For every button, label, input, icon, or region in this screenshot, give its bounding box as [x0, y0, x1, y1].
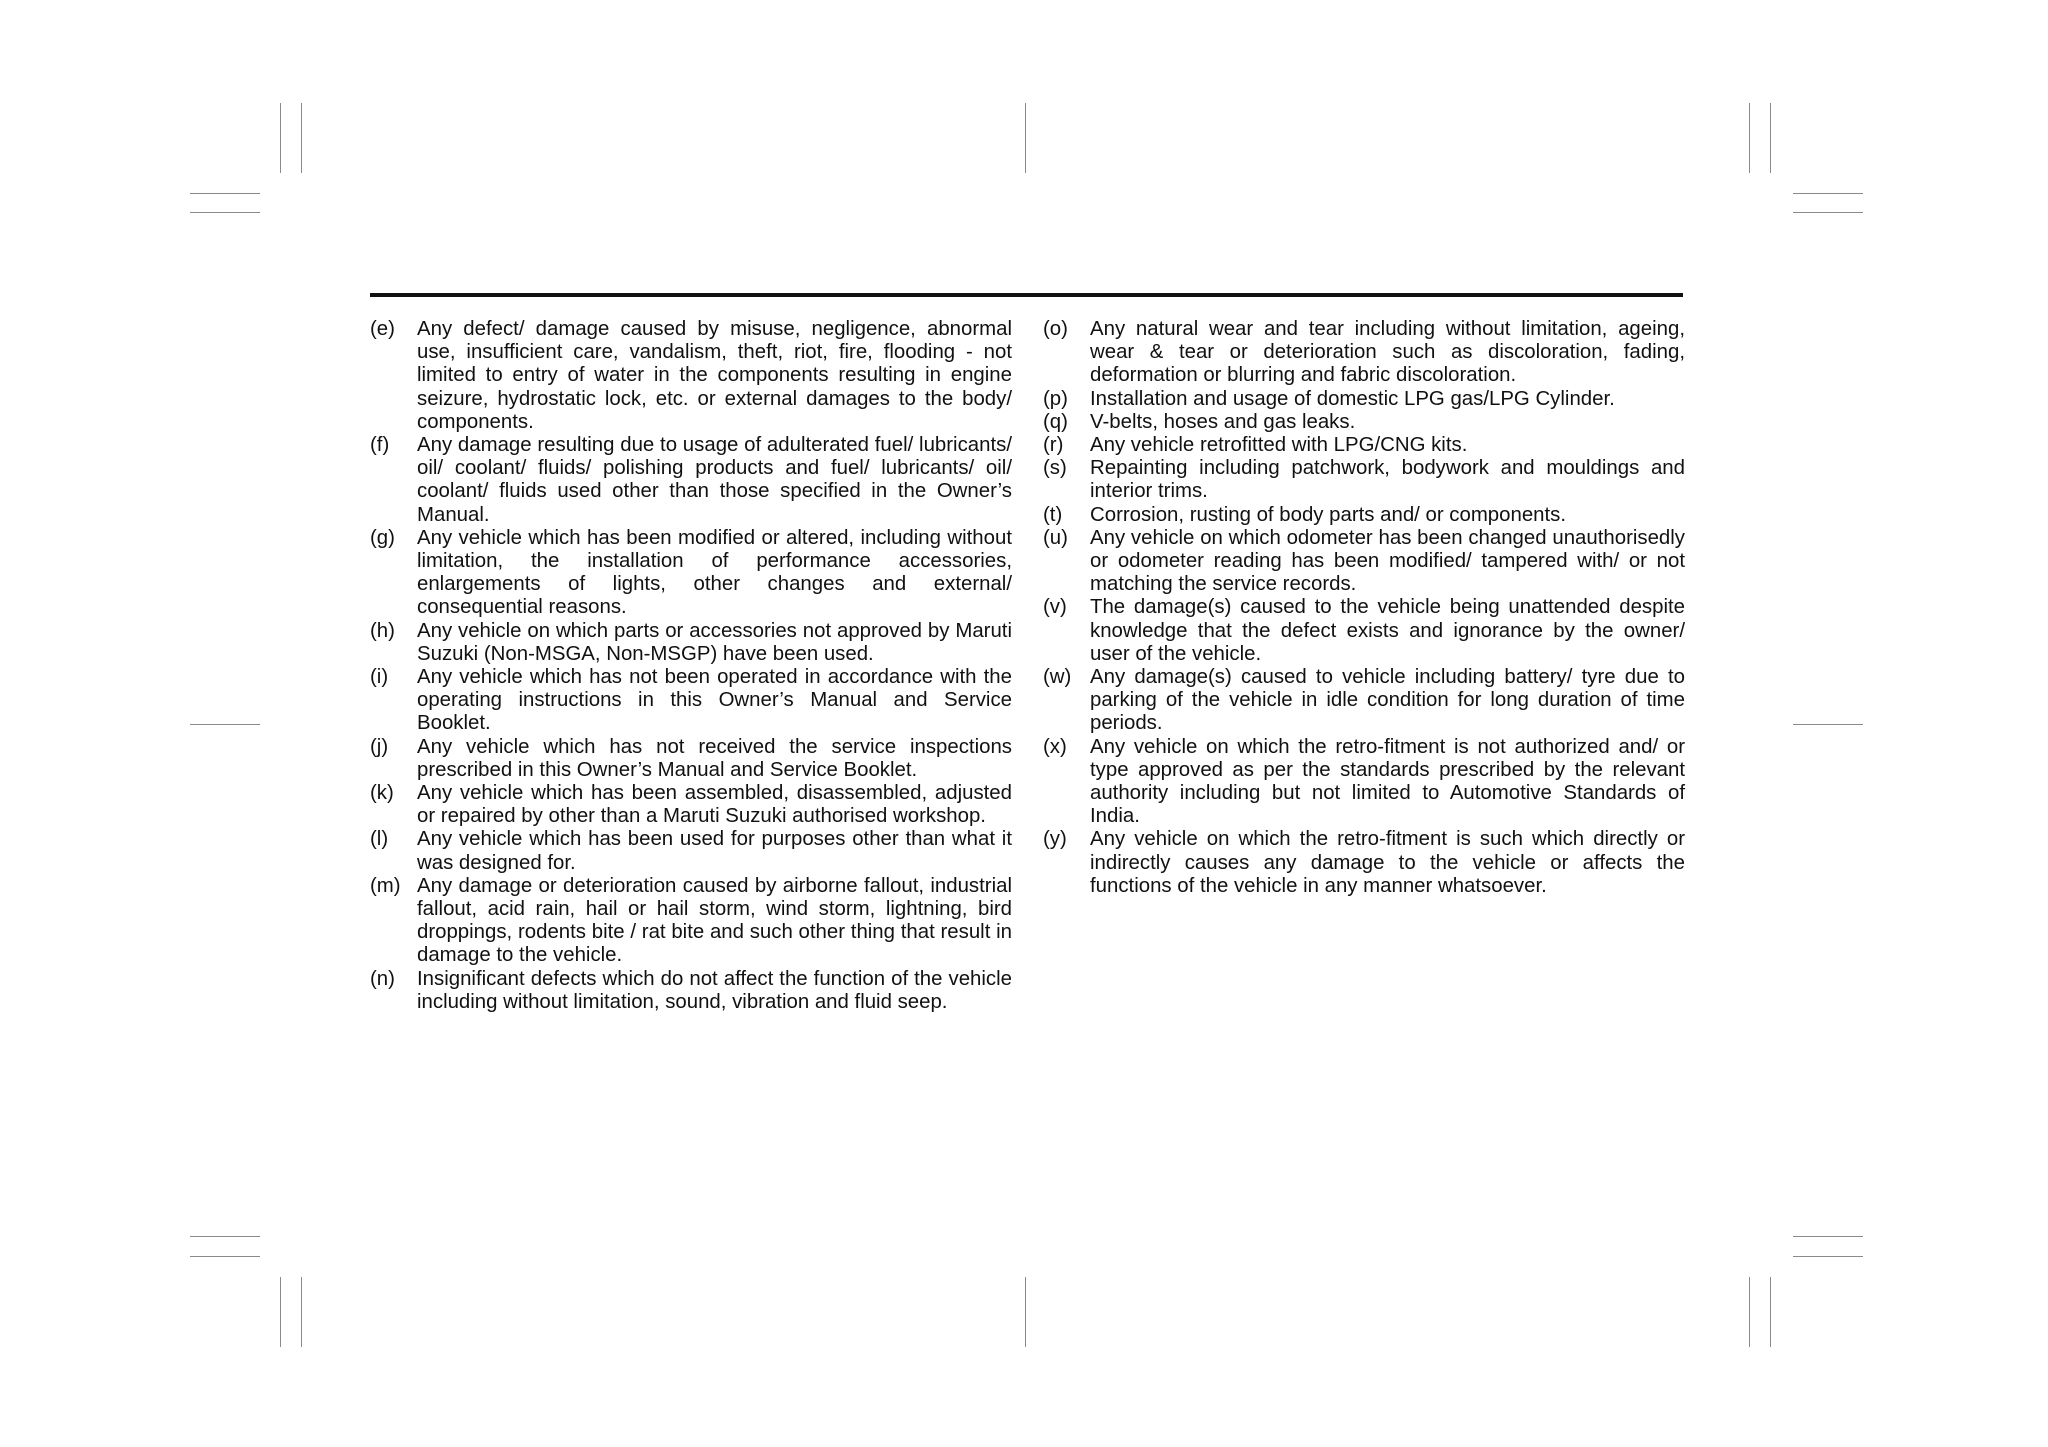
list-item [1043, 434, 1685, 457]
item-text: Insignificant defects which do not affect the function of the vehicle including without limitation, sound, vibration and fluid seep. [417, 967, 1012, 1013]
item-label: (y) [1043, 828, 1067, 851]
list-item [370, 828, 1012, 874]
item-text: Any damage resulting due to usage of adulterated fuel/ lubricants/ oil/ coolant/ fluids/ polishing products and fuel/ lubricants/ oil/ coolant/ fluids used other than those specified in the Owner’s Manual. [417, 434, 1012, 526]
item-text: Corrosion, rusting of body parts and/ or components. [1090, 503, 1567, 526]
item-text: The damage(s) caused to the vehicle being unattended despite knowledge that the defect exists and ignorance by the owner/ user of the vehicle. [1090, 596, 1685, 665]
crop-mark [1025, 103, 1026, 173]
list-item [1043, 736, 1685, 829]
item-label: (e) [370, 318, 395, 340]
list-item [1043, 666, 1685, 736]
item-label: (u) [1043, 526, 1068, 549]
crop-mark [280, 103, 281, 173]
crop-mark [1770, 103, 1771, 173]
crop-mark [190, 212, 260, 213]
item-label: (t) [1043, 503, 1063, 526]
item-text: Any vehicle which has been assembled, disassembled, adjusted or repaired by other than a Maruti Suzuki authorised workshop. [417, 782, 1012, 828]
list-item [1043, 527, 1685, 597]
list-item [370, 620, 1012, 666]
item-text: Any vehicle on which the retro-fitment is not authorized and/ or type approved as per the standards prescribed by the relevant authority including but not limited to Automotive Standards of India. [1090, 735, 1685, 828]
item-label: (i) [370, 666, 389, 689]
item-text: Any damage(s) caused to vehicle including battery/ tyre due to parking of the vehicle in idle condition for long duration of time periods. [1090, 666, 1685, 735]
crop-mark [1793, 193, 1863, 194]
item-label: (p) [1043, 387, 1068, 410]
list-item [370, 666, 1012, 736]
item-label: (k) [370, 782, 394, 805]
crop-mark [1793, 212, 1863, 213]
item-text: Any vehicle retrofitted with LPG/CNG kits. [1090, 434, 1468, 457]
item-label: (q) [1043, 410, 1068, 433]
list-item [1043, 457, 1685, 503]
list-item [1043, 388, 1685, 411]
item-text: Installation and usage of domestic LPG gas/LPG Cylinder. [1090, 387, 1615, 410]
item-text: Repainting including patchwork, bodywork and mouldings and interior trims. [1090, 457, 1685, 503]
crop-mark [1793, 724, 1863, 725]
item-text: Any vehicle which has been used for purposes other than what it was designed for. [417, 828, 1012, 874]
crop-mark [1749, 103, 1750, 173]
item-text: Any natural wear and tear including without limitation, ageing, wear & tear or deterioration such as discoloration, fading, deformation or blurring and fabric discoloration. [1090, 318, 1685, 387]
item-label: (g) [370, 526, 395, 549]
item-label: (h) [370, 619, 395, 642]
crop-mark [190, 724, 260, 725]
item-label: (s) [1043, 457, 1067, 480]
list-item [370, 527, 1012, 620]
item-label: (x) [1043, 735, 1067, 758]
list-item [1043, 828, 1685, 898]
list-item [1043, 318, 1685, 388]
item-text: Any vehicle which has not been operated in accordance with the operating instructions in this Owner’s Manual and Service Booklet. [417, 666, 1012, 735]
list-item [370, 875, 1012, 968]
item-text: Any vehicle which has not received the service inspections prescribed in this Owner’s Manual and Service Booklet. [417, 735, 1012, 781]
crop-mark [1749, 1277, 1750, 1347]
item-text: Any damage or deterioration caused by airborne fallout, industrial fallout, acid rain, hail or hail storm, wind storm, lightning, bird droppings, rodents bite / rat bite and such other thing that result in damage to the vehicle. [417, 874, 1012, 967]
item-label: (r) [1043, 434, 1064, 457]
list-item [370, 968, 1012, 1014]
item-text: Any defect/ damage caused by misuse, negligence, abnormal use, insufficient care, vandalism, theft, riot, fire, flooding - not limited to entry of water in the components resulting in engine seizure, hydrostatic lock, etc. or external damages to the body/ components. [417, 318, 1012, 433]
crop-mark [190, 193, 260, 194]
crop-mark [1770, 1277, 1771, 1347]
crop-mark [190, 1236, 260, 1237]
crop-mark [280, 1277, 281, 1347]
crop-mark [1025, 1277, 1026, 1347]
crop-mark [301, 103, 302, 173]
list-item [1043, 411, 1685, 434]
crop-mark [301, 1277, 302, 1347]
list-item [370, 318, 1012, 434]
item-label: (o) [1043, 318, 1068, 340]
item-label: (l) [370, 828, 389, 851]
list-item [1043, 596, 1685, 666]
crop-mark [1793, 1236, 1863, 1237]
list-item [370, 736, 1012, 782]
right-column [1043, 318, 1685, 898]
item-label: (j) [370, 735, 389, 758]
item-label: (w) [1043, 666, 1072, 689]
item-text: Any vehicle on which odometer has been changed unauthorisedly or odometer reading has been modified/ tampered with/ or not matching the service records. [1090, 526, 1685, 596]
crop-mark [1793, 1256, 1863, 1257]
item-text: Any vehicle which has been modified or altered, including without limitation, the installation of performance accessories, enlargements of lights, other changes and external/ consequential reasons. [417, 526, 1012, 619]
list-item [370, 782, 1012, 828]
item-text: Any vehicle on which the retro-fitment is such which directly or indirectly causes any damage to the vehicle or affects the functions of the vehicle in any manner whatsoever. [1090, 828, 1685, 897]
list-item [370, 434, 1012, 527]
item-text: V-belts, hoses and gas leaks. [1090, 410, 1356, 433]
crop-mark [190, 1256, 260, 1257]
item-label: (n) [370, 967, 395, 990]
header-rule [370, 293, 1683, 297]
item-label: (v) [1043, 596, 1067, 619]
item-label: (m) [370, 874, 401, 897]
item-text: Any vehicle on which parts or accessories not approved by Maruti Suzuki (Non-MSGA, Non-MSGP) have been used. [417, 619, 1012, 665]
list-item [1043, 504, 1685, 527]
left-column [370, 318, 1012, 1014]
item-label: (f) [370, 434, 390, 457]
